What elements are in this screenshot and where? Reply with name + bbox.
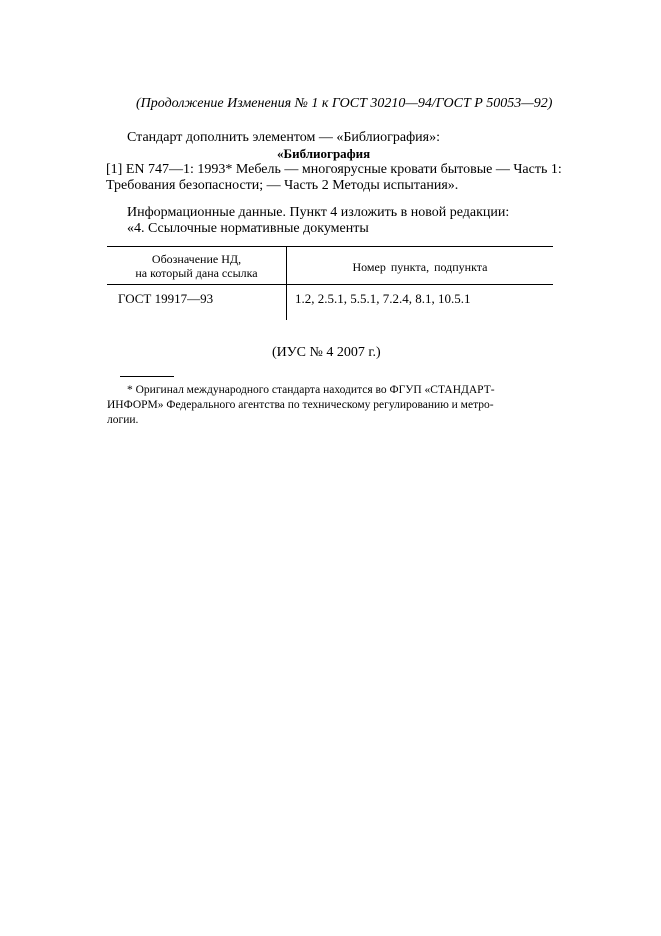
footnote-line-1: * Оригинал международного стандарта находится во ФГУП «СТАНДАРТ-: [127, 384, 495, 396]
footnote-line-2: ИНФОРМ» Федерального агентства по техническому регулированию и метро-: [107, 399, 494, 411]
ius-reference: (ИУС № 4 2007 г.): [272, 345, 381, 360]
table-header-rule: [107, 284, 553, 285]
info-data-line-2: «4. Ссылочные нормативные документы: [127, 221, 369, 236]
table-header-designation: Обозначение НД,: [151, 252, 242, 266]
table-header-designation-sub: на который дана ссылка: [135, 266, 258, 280]
table-cell-clauses: 1.2, 2.5.1, 5.5.1, 7.2.4, 8.1, 10.5.1: [295, 291, 471, 306]
table-cell-designation: ГОСТ 19917—93: [118, 291, 214, 306]
footnote-rule: [120, 376, 174, 377]
table-header-clauses: Номер пункта, подпункта: [352, 260, 488, 274]
footnote-line-3: логии.: [107, 414, 139, 426]
intro-text: Стандарт дополнить элементом — «Библиография»:: [127, 130, 441, 145]
bibliography-heading: «Библиография: [277, 146, 371, 161]
bibliography-entry-line-1: [1] EN 747—1: 1993* Мебель — многоярусные кровати бытовые — Часть 1:: [106, 162, 562, 177]
info-data-line-1: Информационные данные. Пункт 4 изложить в новой редакции:: [127, 205, 510, 220]
bibliography-entry-line-2: Требования безопасности; — Часть 2 Методы испытания».: [106, 178, 459, 193]
table-column-divider: [286, 247, 287, 320]
table-top-rule: [107, 246, 553, 247]
continuation-header: (Продолжение Изменения № 1 к ГОСТ 30210—94/ГОСТ Р 50053—92): [136, 96, 553, 111]
